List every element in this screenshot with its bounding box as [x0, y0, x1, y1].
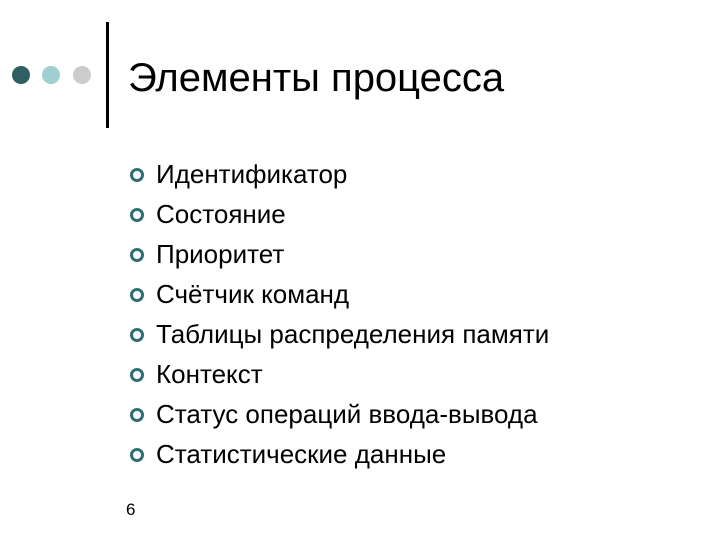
decor-dot-teal	[42, 66, 60, 84]
bullet-circle-icon	[130, 328, 144, 342]
bullet-text: Статистические данные	[156, 439, 447, 469]
bullet-text: Статус операций ввода-вывода	[156, 399, 538, 429]
bullet-circle-icon	[130, 408, 144, 422]
decor-dot-gray	[73, 66, 91, 84]
bullet-text: Приоритет	[156, 239, 285, 269]
bullet-circle-icon	[130, 288, 144, 302]
title-divider	[106, 22, 109, 128]
bullet-text: Таблицы распределения памяти	[156, 319, 550, 349]
bullet-circle-icon	[130, 168, 144, 182]
bullet-circle-icon	[130, 368, 144, 382]
bullet-text: Состояние	[156, 199, 286, 229]
bullet-text: Счётчик команд	[156, 279, 350, 309]
bullet-circle-icon	[130, 248, 144, 262]
bullet-text: Идентификатор	[156, 159, 348, 189]
bullet-circle-icon	[130, 448, 144, 462]
bullet-text: Контекст	[156, 359, 263, 389]
decor-dot-dark	[12, 66, 30, 84]
page-number: 6	[126, 500, 136, 519]
slide-title: Элементы процесса	[128, 56, 505, 100]
bullet-circle-icon	[130, 208, 144, 222]
